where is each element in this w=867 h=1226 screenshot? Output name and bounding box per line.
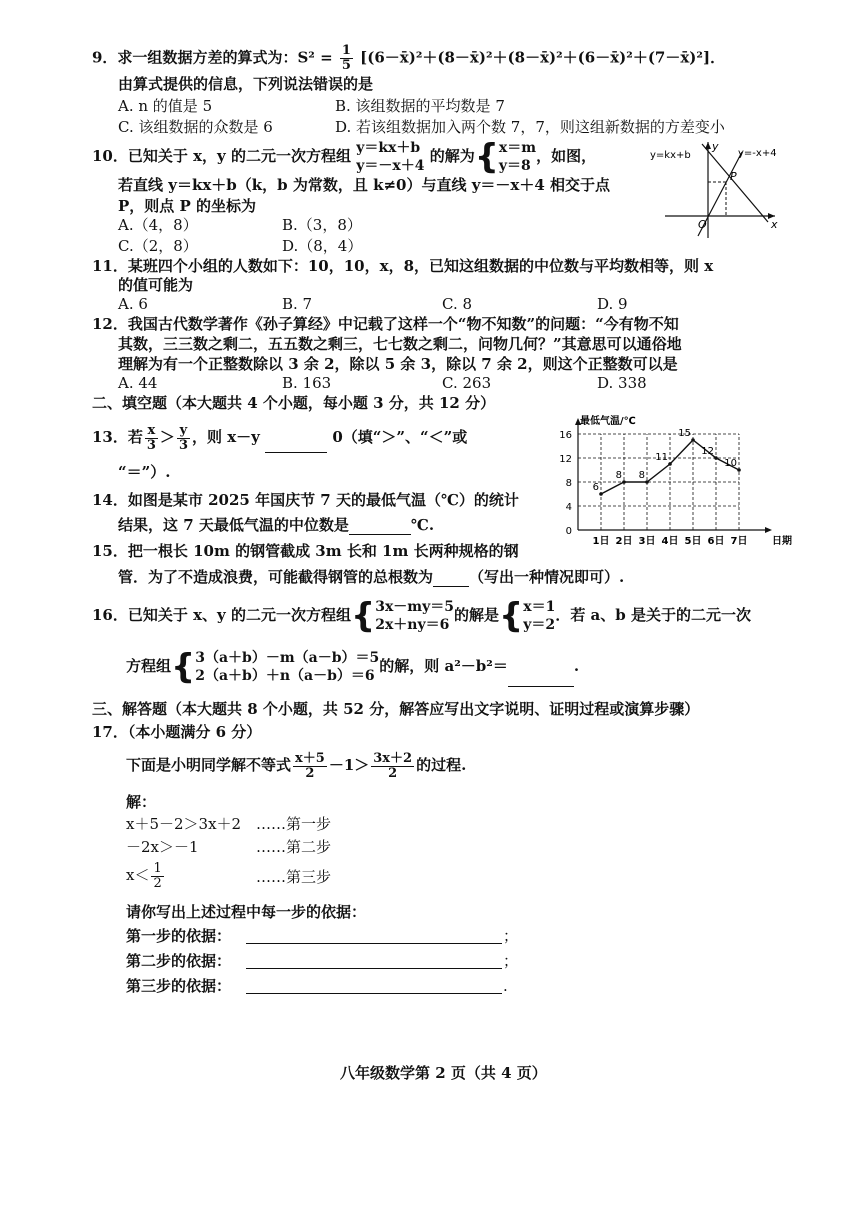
data-label: 6 [592, 482, 599, 493]
q16-pre: 16．已知关于 x、y 的二元一次方程组 [92, 606, 351, 624]
q10-label-kxb: y=kx+b [650, 150, 691, 161]
q12-option-d: D. 338 [597, 374, 647, 392]
q17-title: 17．（本小题满分 6 分） [92, 723, 262, 741]
q15-line1: 15．把一根长 10m 的钢管截成 3m 长和 1m 长两种规格的钢 [92, 542, 519, 560]
q13-post2: 0（填“＞”、“＜”或 [332, 428, 468, 446]
q17-step3d: 2 [153, 875, 162, 891]
q10-line3: P，则点 P 的坐标为 [118, 197, 257, 215]
q16-post: ．若 a、b 是关于的二元一次 [555, 606, 751, 624]
q13-f2d: 3 [178, 437, 188, 453]
q13-gt: ＞ [159, 428, 175, 446]
q9-option-d: D. 若该组数据加入两个数 7，7，则这组新数据的方差变小 [335, 118, 725, 136]
q17-step2-label: ……第二步 [256, 838, 332, 856]
q11-option-a: A. 6 [118, 295, 148, 313]
section2-heading: 二、填空题（本大题共 4 个小题，每小题 3 分，共 12 分） [92, 394, 496, 412]
q16-l2pre: 方程组 [126, 657, 172, 675]
q12-line1: 12．我国古代数学著作《孙子算经》中记载了这样一个“物不知数”的问题：“今有物不知 [92, 315, 679, 333]
q17-frac-1 [293, 752, 327, 781]
q17-step3-pre: x＜ [126, 866, 150, 884]
data-label: 8 [638, 470, 645, 481]
q13-line1 [92, 423, 467, 453]
q10-label-p: P [730, 170, 737, 183]
q16-answer-blank[interactable] [508, 668, 574, 687]
q15-line2b: （写出一种情况即可）. [469, 568, 625, 586]
q16-line2 [126, 645, 579, 687]
data-label: 11 [655, 452, 668, 463]
q17-ask: 请你写出上述过程中每一步的依据： [126, 903, 367, 921]
q17-step1-label: ……第一步 [256, 815, 332, 833]
q10-label-o: O [698, 218, 707, 231]
q12-option-c: C. 263 [442, 374, 492, 392]
x-tick-label: 1日 [592, 536, 610, 547]
q17-basis3-label: 第三步的依据： [126, 977, 232, 995]
q13-frac-y [177, 424, 190, 453]
q10-sol2: y＝8 [498, 158, 531, 174]
q9-option-b: B. 该组数据的平均数是 7 [335, 97, 505, 115]
q11-line2: 的值可能为 [118, 276, 194, 294]
x-tick-label: 5日 [684, 536, 702, 547]
q16-brace-2: { [499, 596, 524, 636]
q17-frac-2 [371, 752, 414, 781]
q9-line2: 由算式提供的信息，下列说法错误的是 [118, 75, 374, 93]
q17-intro-post: 的过程. [416, 756, 467, 774]
q10-solution [499, 139, 536, 175]
x-axis-arrow-icon [765, 527, 772, 533]
q17-basis3-punct: . [503, 977, 508, 995]
data-point [645, 480, 649, 484]
q17-basis1-input[interactable] [246, 942, 502, 944]
q13-answer-blank[interactable] [265, 434, 327, 453]
q17-basis3-input[interactable] [246, 992, 502, 994]
q9-option-a: A. n 的值是 5 [118, 97, 213, 115]
q16-eq2: 2x＋ny＝6 [375, 617, 450, 633]
q14-answer-blank[interactable] [349, 516, 411, 535]
y-tick-label: 0 [565, 526, 572, 537]
temperature-chart [548, 414, 792, 554]
q10-option-c: C.（2，8） [118, 237, 198, 255]
q12-line2: 其数，三三数之剩二，五五数之剩三，七七数之剩二，问物几何？”其意思可以通俗地 [118, 335, 682, 353]
page-footer: 八年级数学第 2 页（共 4 页） [340, 1064, 547, 1082]
q12-line3: 理解为有一个正整数除以 3 余 2，除以 5 余 3，除以 7 余 2，则这个正整数可以是 [118, 355, 678, 373]
q16-eq1: 3x－my＝5 [375, 599, 454, 615]
q10-stem-text: 10．已知关于 x，y 的二元一次方程组 [92, 147, 351, 165]
q13-f1n: x [145, 424, 158, 439]
q16-brace-1: { [350, 596, 376, 636]
q17-basis1-label: 第一步的依据： [126, 927, 232, 945]
q17-step2: －2x＞－1 [126, 838, 199, 856]
q17-mid: －1＞ [328, 756, 370, 774]
q9-frac-num: 1 [341, 43, 351, 58]
q17-step3 [126, 860, 166, 891]
q17-basis1-punct: ； [503, 927, 519, 945]
q16-end: . [573, 657, 580, 675]
q16-system-2 [195, 649, 379, 685]
q16-eq3: 3（a＋b）－m（a－b）＝5 [195, 650, 380, 666]
data-label: 15 [678, 428, 691, 439]
q10-label-y: y [712, 140, 719, 153]
q11-option-c: C. 8 [442, 295, 473, 313]
q17-f1n: x＋5 [295, 750, 325, 766]
q10-system [356, 139, 424, 175]
q17-basis2-punct: ； [503, 952, 519, 970]
y-tick-label: 4 [565, 502, 572, 513]
data-point [691, 438, 695, 442]
q15-line2 [118, 567, 624, 587]
x-tick-label: 4日 [661, 536, 679, 547]
q16-brace-3: { [171, 647, 196, 687]
q9-option-c: C. 该组数据的众数是 6 [118, 118, 273, 136]
q10-line2: 若直线 y＝kx＋b（k，b 为常数，且 k≠0）与直线 y＝－x＋4 相交于点 [118, 176, 611, 194]
x-tick-label: 6日 [707, 536, 725, 547]
q16-l2post: 的解，则 a²－b²＝ [379, 657, 508, 675]
q10-eq1: y＝kx＋b [356, 140, 421, 156]
data-point [599, 492, 603, 496]
q13-frac-x [145, 424, 158, 453]
q9-stem [92, 44, 725, 73]
q17-f1d: 2 [305, 765, 315, 781]
q15-answer-blank[interactable] [433, 568, 469, 587]
q13-post: ，则 x－y [191, 428, 260, 446]
q17-basis2-input[interactable] [246, 967, 502, 969]
q16-system [375, 598, 454, 634]
q17-f2n: 3x＋2 [373, 750, 413, 766]
data-point [737, 468, 741, 472]
y-tick-label: 8 [565, 478, 572, 489]
q13-f2n: y [177, 424, 190, 439]
x-tick-label: 2日 [615, 536, 633, 547]
q13-line2: “＝”）. [118, 463, 171, 481]
data-point [714, 456, 718, 460]
q11-line1: 11．某班四个小组的人数如下：10，10，x，8，已知这组数据的中位数与平均数相等，则 x [92, 257, 714, 275]
q10-sol1: x＝m [498, 140, 537, 156]
q17-solution-label: 解： [126, 793, 157, 811]
q10-figure [650, 138, 780, 240]
q16-solution [523, 598, 555, 634]
q14-line2-text: 结果，这 7 天最低气温的中位数是 [118, 516, 349, 534]
q17-basis2-label: 第二步的依据： [126, 952, 232, 970]
data-label: 12 [701, 446, 714, 457]
q10-option-a: A.（4，8） [118, 216, 198, 234]
q17-intro [126, 750, 466, 781]
q17-intro-pre: 下面是小明同学解不等式 [126, 756, 292, 774]
x-tick-label: 7日 [730, 536, 748, 547]
q11-option-b: B. 7 [282, 295, 313, 313]
q16-line1 [92, 595, 751, 635]
q16-mid: 的解是 [453, 606, 499, 624]
q9-frac-den: 5 [341, 58, 351, 73]
q10-tail: ，如图， [536, 147, 597, 165]
q14-line1: 14．如图是某市 2025 年国庆节 7 天的最低气温（℃）的统计 [92, 491, 519, 509]
q17-step3-label: ……第三步 [256, 868, 332, 886]
x-axis-label: 日期 [772, 536, 792, 547]
q10-stem [92, 137, 596, 175]
q9-stem-text: 9．求一组数据方差的算式为：S² = [92, 48, 333, 67]
q17-step3n: 1 [153, 860, 162, 876]
q10-eq2: y＝－x＋4 [356, 158, 425, 174]
q17-f2d: 2 [388, 765, 398, 781]
data-point [622, 480, 626, 484]
q13-pre: 13．若 [92, 428, 143, 446]
q11-option-d: D. 9 [597, 295, 628, 313]
data-label: 10 [724, 458, 737, 469]
section3-heading: 三、解答题（本大题共 8 个小题，共 52 分，解答应写出文字说明、证明过程或演算步骤） [92, 700, 700, 718]
q10-brace: { [474, 137, 499, 177]
q9-fraction [340, 44, 353, 73]
q16-eq4: 2（a＋b）＋n（a－b）＝6 [195, 668, 375, 684]
y-tick-label: 16 [559, 430, 572, 441]
q10-option-b: B.（3，8） [282, 216, 362, 234]
q9-expression: [(6－x̄)²＋(8－x̄)²＋(8－x̄)²＋(6－x̄)²＋(7－x̄)²]． [360, 48, 726, 67]
q16-sol2: y＝2 [523, 617, 556, 633]
q10-mid: 的解为 [429, 147, 475, 165]
q16-sol1: x＝1 [523, 599, 556, 615]
y-tick-label: 12 [559, 454, 572, 465]
q15-line2-text: 管．为了不造成浪费，可能截得钢管的总根数为 [118, 568, 434, 586]
q13-f1d: 3 [146, 437, 156, 453]
q10-option-d: D.（8，4） [282, 237, 363, 255]
q14-line2 [118, 515, 434, 535]
q14-unit: ℃. [410, 516, 435, 534]
q12-option-a: A. 44 [118, 374, 158, 392]
q12-option-b: B. 163 [282, 374, 332, 392]
q17-step3-frac [151, 862, 163, 891]
q17-step1: x＋5－2＞3x＋2 [126, 815, 242, 833]
data-point [668, 462, 672, 466]
data-label: 8 [615, 470, 622, 481]
q10-label-neg: y=-x+4 [738, 148, 777, 159]
x-tick-label: 3日 [638, 536, 656, 547]
q10-label-x: x [771, 218, 778, 231]
y-axis-label: 最低气温/℃ [580, 416, 636, 427]
